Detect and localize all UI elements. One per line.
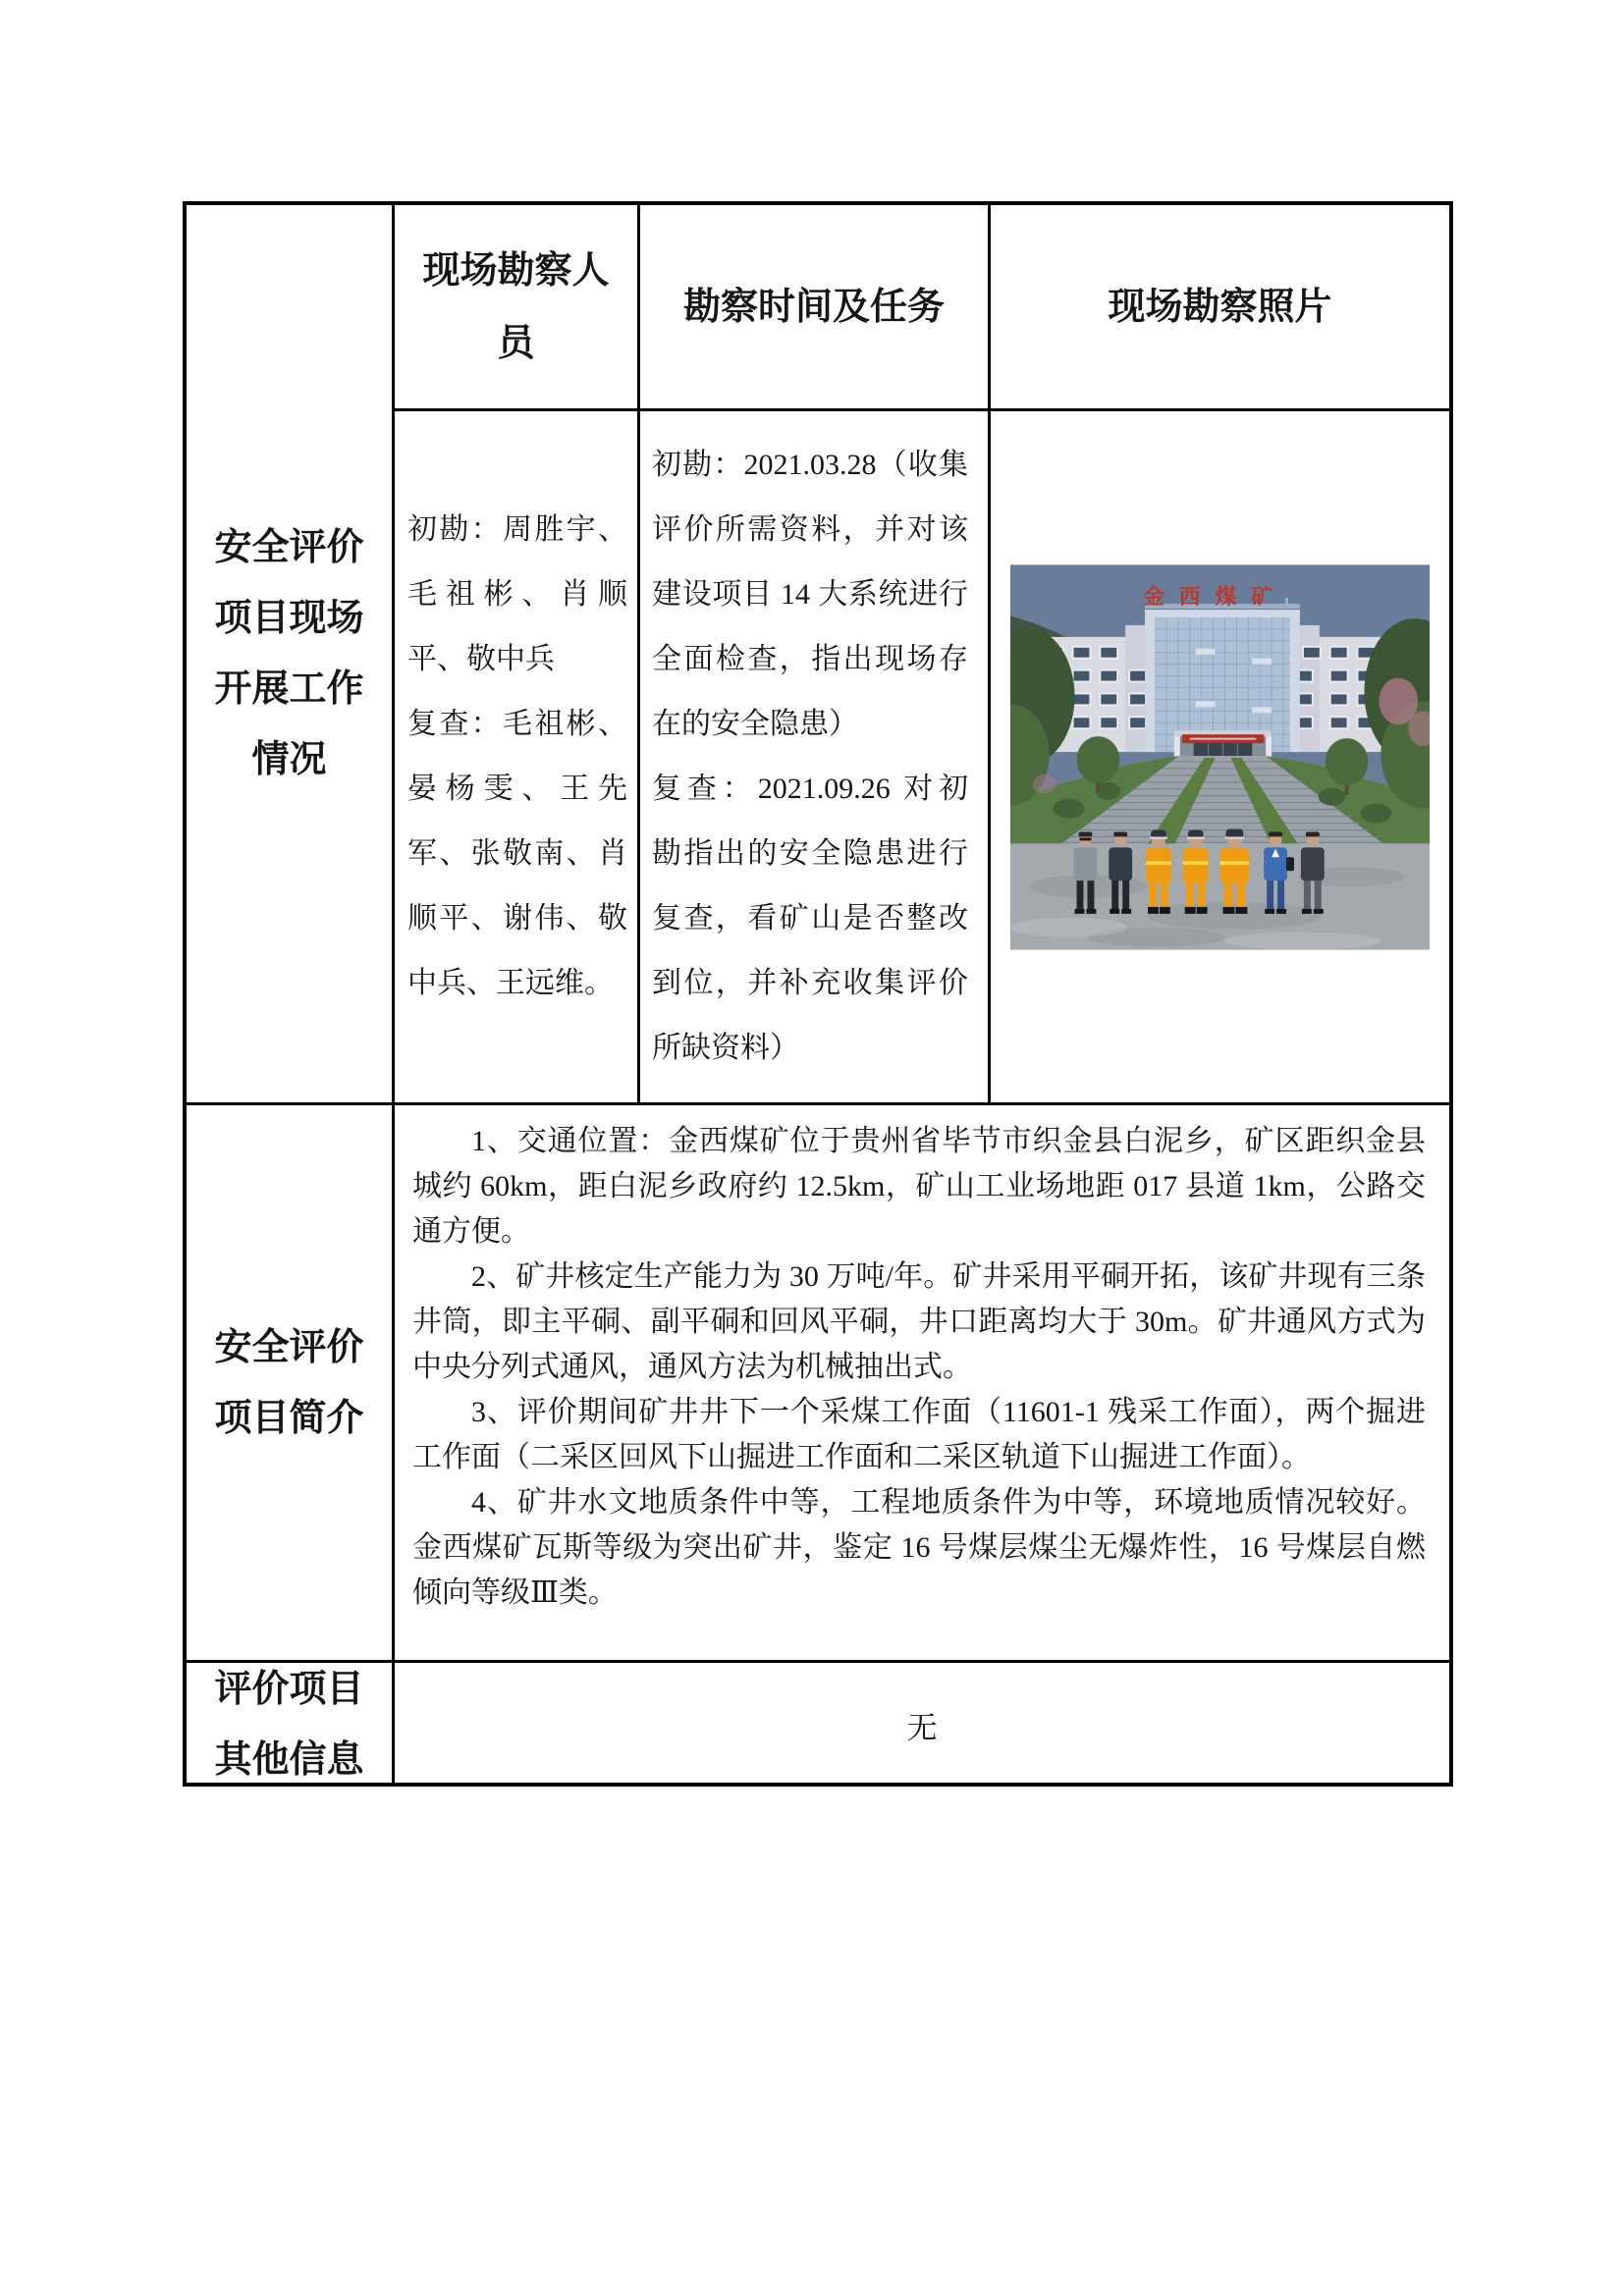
evaluation-table bbox=[183, 201, 1453, 1787]
photo-rooftop-sign bbox=[1143, 584, 1300, 609]
row-label-site-work: 安全评价项目现场开展工作情况 bbox=[187, 205, 395, 1105]
header-survey-photo: 现场勘察照片 bbox=[991, 205, 1449, 411]
header-survey-time-task: 勘察时间及任务 bbox=[640, 205, 991, 411]
site-photo bbox=[1010, 563, 1430, 951]
survey-photo-cell bbox=[991, 411, 1449, 1105]
survey-time-task-text: 初勘：2021.03.28（收集评价所需资料，并对该建设项目 14 大系统进行全面检查，指出现场存在的安全隐患） 复查：2021.09.26 对初勘指出的安全隐患进行复查，看矿山是否整改到位，并补充收集评价所缺资料） bbox=[640, 411, 991, 1105]
row-label-other-info: 评价项目其他信息 bbox=[187, 1663, 395, 1787]
photo-sign-text: 金西煤矿 bbox=[1143, 584, 1287, 609]
header-survey-people: 现场勘察人员 bbox=[395, 205, 640, 411]
survey-people-text: 初勘：周胜宇、毛祖彬、肖顺平、敬中兵 复查：毛祖彬、晏杨雯、王先军、张敬南、肖顺平、谢伟、敬中兵、王远维。 bbox=[395, 411, 640, 1105]
project-intro-text: 1、交通位置：金西煤矿位于贵州省毕节市织金县白泥乡，矿区距织金县城约 60km，距白泥乡政府约 12.5km，矿山工业场地距 017 县道 1km，公路交通方便。 2、矿井核定生产能力为 30 万吨/年。矿井采用平硐开拓，该矿井现有三条井筒，即主平硐、副平硐和回风平硐，井口距离均大于 30m。矿井通风方式为中央分列式通风，通风方法为机械抽出式。 3、评价期间矿井井下一个采煤工作面（11601-1 残采工作面），两个掘进工作面（二采区回风下山掘进工作面和二采区轨道下山掘进工作面）。 4、矿井水文地质条件中等，工程地质条件为中等，环境地质情况较好。金西煤矿瓦斯等级为突出矿井，鉴定 16 号煤层煤尘无爆炸性，16 号煤层自燃倾向等级Ⅲ类。 bbox=[395, 1105, 1449, 1663]
other-info-value: 无 bbox=[906, 1710, 938, 1745]
photo-entrance bbox=[1174, 730, 1272, 757]
row-label-project-intro: 安全评价项目简介 bbox=[187, 1105, 395, 1663]
